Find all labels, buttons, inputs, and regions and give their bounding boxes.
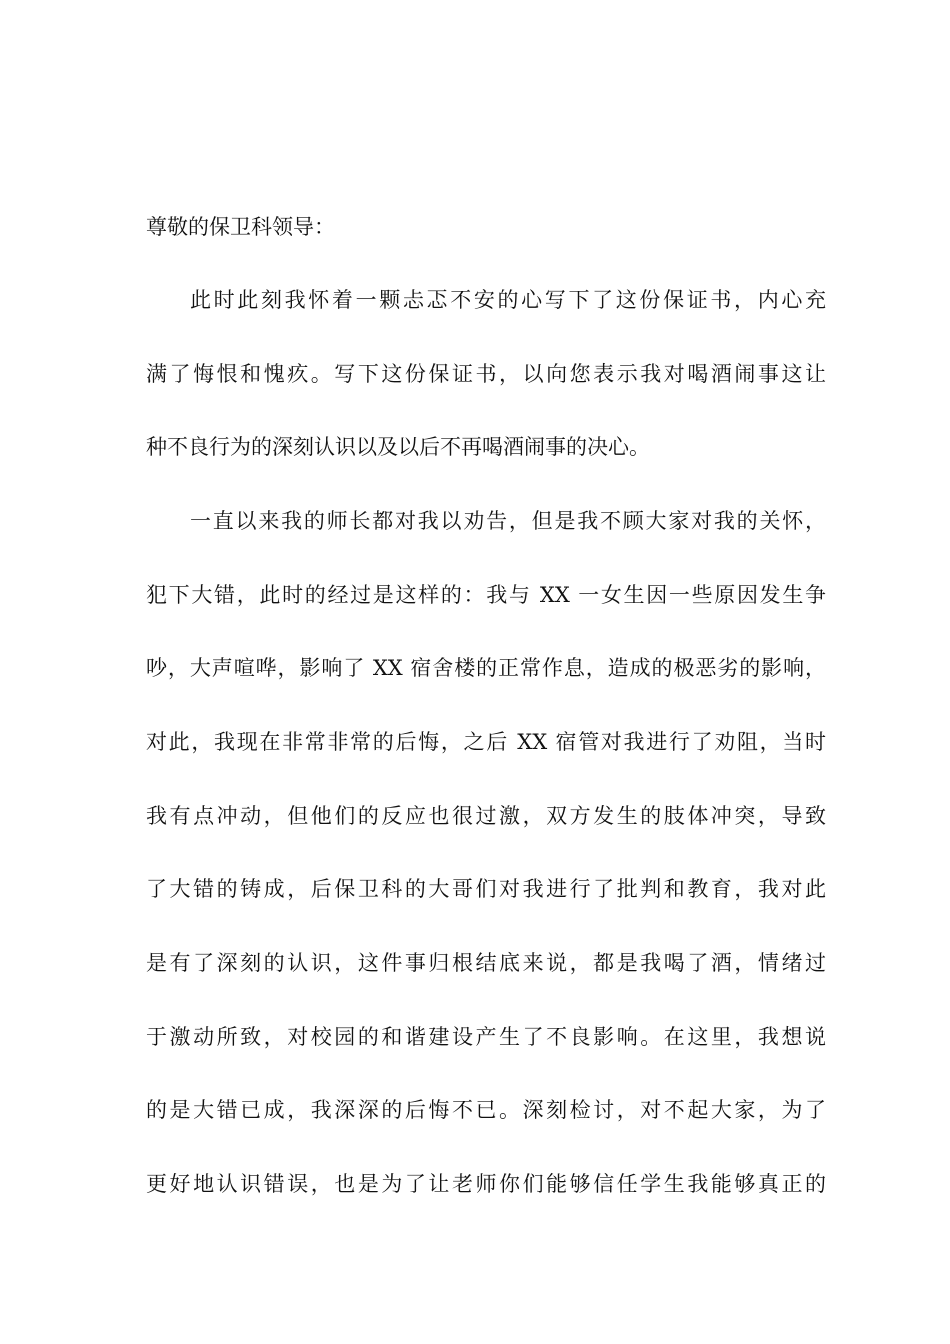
body-line: 对此，我现在非常非常的后悔，之后 XX 宿管对我进行了劝阻，当时 [146,730,826,754]
body-line: 此时此刻我怀着一颗忐忑不安的心写下了这份保证书，内心充 [190,288,826,312]
body-line: 一直以来我的师长都对我以劝告，但是我不顾大家对我的关怀， [190,509,826,533]
body-line: 了大错的铸成，后保卫科的大哥们对我进行了批判和教育，我对此 [146,877,826,901]
body-line: 的是大错已成，我深深的后悔不已。深刻检讨，对不起大家，为了 [146,1098,826,1122]
salutation: 尊敬的保卫科领导： [146,215,335,239]
body-line: 种不良行为的深刻认识以及以后不再喝酒闹事的决心。 [146,435,650,459]
body-line: 更好地认识错误，也是为了让老师你们能够信任学生我能够真正的 [146,1172,826,1196]
body-line: 吵，大声喧哗，影响了 XX 宿舍楼的正常作息，造成的极恶劣的影响， [146,656,826,680]
body-line: 于激动所致，对校园的和谐建设产生了不良影响。在这里，我想说 [146,1025,826,1049]
body-line: 犯下大错，此时的经过是这样的：我与 XX 一女生因一些原因发生争 [146,583,826,607]
body-line: 是有了深刻的认识，这件事归根结底来说，都是我喝了酒，情绪过 [146,951,826,975]
body-line: 满了悔恨和愧疚。写下这份保证书，以向您表示我对喝酒闹事这让 [146,362,826,386]
body-line: 我有点冲动，但他们的反应也很过激，双方发生的肢体冲突，导致 [146,804,826,828]
